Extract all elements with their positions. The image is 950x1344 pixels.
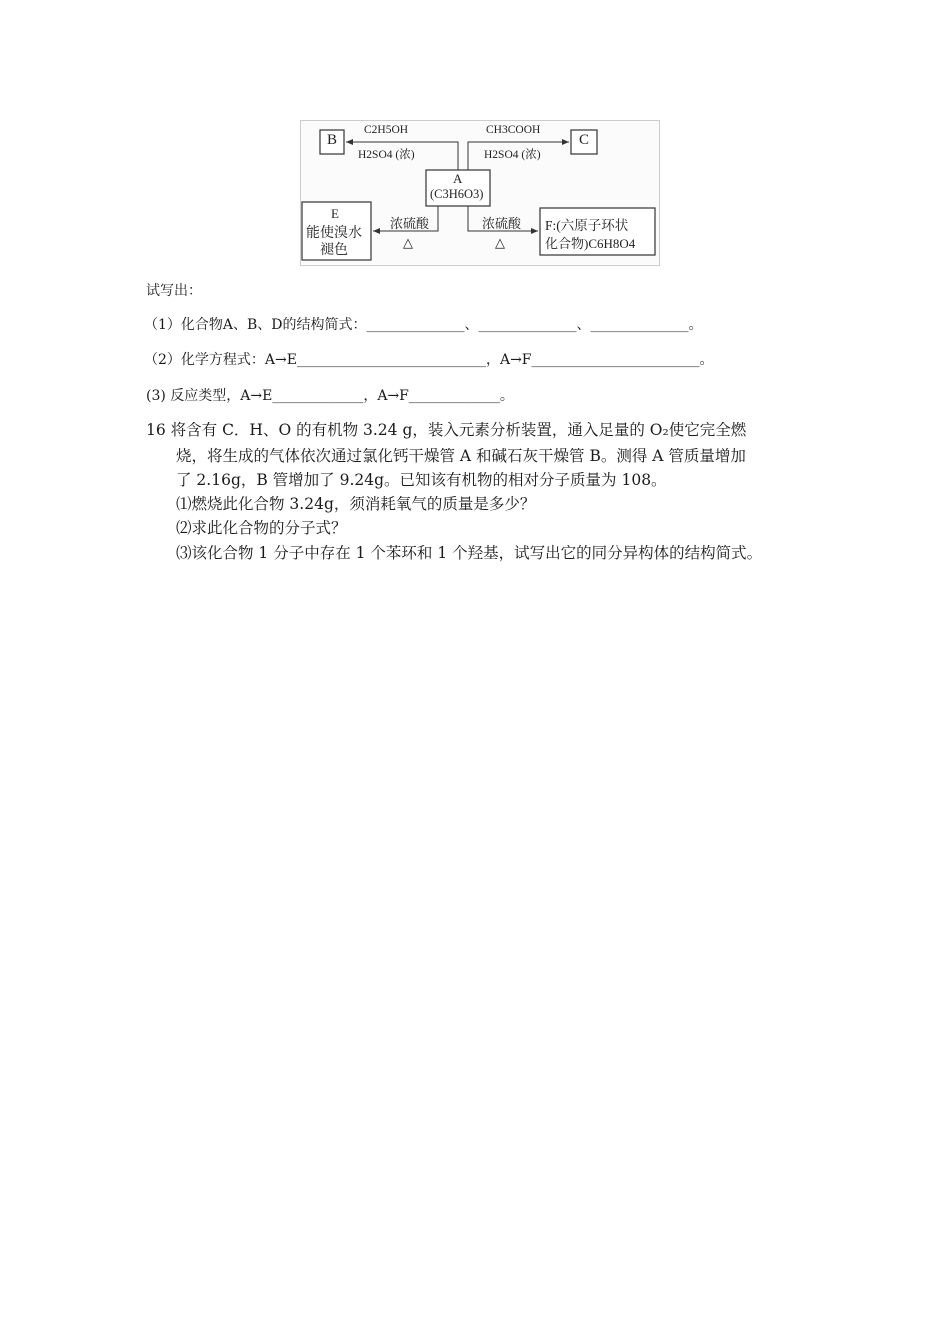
reagent-ab-top: C2H5OH: [364, 124, 409, 136]
reaction-diagram: [300, 120, 660, 266]
reagent-ac-bottom: H2SO4 (浓): [484, 149, 541, 161]
question-16-line-3: 了 2.16g，B 管增加了 9.24g。已知该有机物的相对分子质量为 108。: [176, 471, 667, 489]
reagent-ae-bottom: △: [403, 235, 413, 250]
box-e-desc-1: 能使溴水: [306, 226, 362, 241]
box-f-desc-1: F:(六原子环状: [545, 218, 629, 233]
box-c-label: C: [579, 132, 590, 148]
box-f-desc-2: 化合物)C6H8O4: [545, 236, 636, 251]
question-16-sub-1: ⑴燃烧此化合物 3.24g，须消耗氧气的质量是多少？: [176, 495, 536, 513]
question-1: （1）化合物A、B、D的结构简式：______________、______________、______________。: [144, 317, 703, 333]
box-b-label: B: [327, 132, 338, 148]
question-3: (3) 反应类型，A→E_____________，A→F_____________。: [146, 388, 514, 404]
reagent-af-top: 浓硫酸: [482, 216, 522, 231]
question-16-line-2: 烧，将生成的气体依次通过氯化钙干燥管 A 和碱石灰干燥管 B。测得 A 管质量增加: [176, 447, 746, 465]
question-16-line-1: 16 将含有 C．H、O 的有机物 3.24 g，装入元素分析装置，通入足量的 O₂使它完全燃: [146, 421, 747, 439]
question-2: （2）化学方程式：A→E___________________________，A→F________________________。: [144, 352, 714, 368]
box-e-desc-2: 褪色: [320, 243, 348, 258]
reagent-af-bottom: △: [495, 235, 505, 250]
intro-text: 试写出：: [146, 283, 202, 299]
reagent-ab-bottom: H2SO4 (浓): [358, 149, 415, 161]
box-a-formula: (C3H6O3): [430, 187, 484, 201]
question-16-sub-3: ⑶该化合物 1 分子中存在 1 个苯环和 1 个羟基，试写出它的同分异构体的结构简式。: [176, 544, 763, 562]
question-16-sub-2: ⑵求此化合物的分子式？: [176, 519, 347, 537]
box-a-label: A: [453, 171, 463, 186]
reagent-ae-top: 浓硫酸: [390, 216, 430, 231]
box-e-label: E: [331, 206, 339, 221]
reagent-ac-top: CH3COOH: [486, 124, 541, 136]
